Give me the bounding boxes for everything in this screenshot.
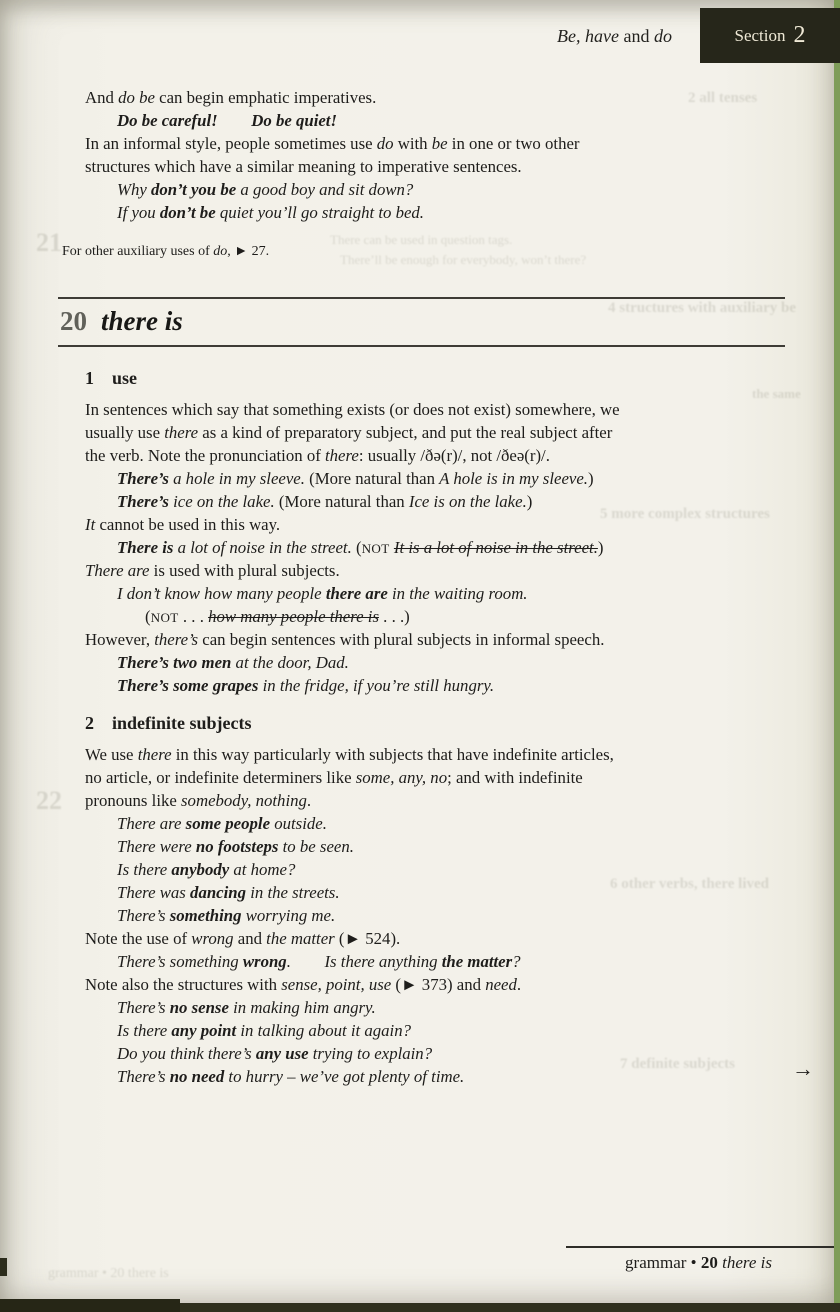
text-line xyxy=(85,628,785,651)
text-run: the verb. Note the pronunciation of xyxy=(85,446,325,465)
text-line xyxy=(85,132,785,155)
text-run: There’s some grapes xyxy=(117,676,259,695)
text-run: There are xyxy=(117,814,186,833)
text-line xyxy=(85,927,785,950)
text-run: there is xyxy=(717,1253,772,1272)
text-run: NOT xyxy=(150,610,179,625)
text-run: There’s xyxy=(117,492,169,511)
text-line xyxy=(117,1042,785,1065)
text-run: wrong xyxy=(242,952,287,971)
text-line xyxy=(85,766,785,789)
text-run: 20 xyxy=(700,1253,718,1272)
text-run: in making him angry. xyxy=(228,998,376,1017)
text-line xyxy=(85,155,785,178)
text-run: quiet you’ll go straight to bed. xyxy=(215,203,425,222)
text-run: no sense xyxy=(169,998,229,1017)
text-run: However, xyxy=(85,630,155,649)
text-run: It is a lot of noise in the street. xyxy=(393,538,598,557)
text-run: And xyxy=(85,88,119,107)
bleedthrough-text: 2 all tenses xyxy=(688,90,758,106)
text-run: A hole is in my sleeve. xyxy=(439,469,588,488)
subsection-heading-indefinite-subjects xyxy=(85,711,785,735)
text-run: anybody xyxy=(171,860,230,879)
text-run: any point xyxy=(171,1021,237,1040)
subsection-number: 1 xyxy=(85,368,94,388)
subsection-title: indefinite subjects xyxy=(112,713,252,733)
text-run: There’s xyxy=(117,1067,170,1086)
text-run: trying to explain? xyxy=(308,1044,433,1063)
text-run: at home? xyxy=(229,860,296,879)
text-run: ► 27. xyxy=(234,244,270,259)
text-line xyxy=(85,973,785,996)
text-run: There’s xyxy=(117,469,169,488)
text-line xyxy=(117,201,785,224)
text-run xyxy=(218,111,252,130)
text-run: wrong xyxy=(191,929,234,948)
bleedthrough-text: There can be used in question tags. xyxy=(330,232,513,247)
text-run: worrying me. xyxy=(241,906,336,925)
text-run: We use xyxy=(85,745,138,764)
text-run: Note also the structures with xyxy=(85,975,282,994)
text-run: grammar xyxy=(625,1253,691,1272)
text-line xyxy=(85,421,785,444)
text-run: . . . xyxy=(178,607,209,626)
text-run: no footsteps xyxy=(195,837,279,856)
text-run: need xyxy=(485,975,517,994)
text-run: outside. xyxy=(270,814,327,833)
text-run: can begin sentences with plural subjects in informal speech. xyxy=(198,630,605,649)
subsection-title: use xyxy=(112,368,138,388)
text-line xyxy=(117,950,785,973)
text-line xyxy=(85,743,785,766)
subsection-indefinite-lines xyxy=(85,743,785,1088)
text-run: Is there xyxy=(117,1021,172,1040)
text-run: in the waiting room. xyxy=(387,584,528,603)
text-run: In an informal style, people sometimes use xyxy=(85,134,377,153)
text-run: cannot be used in this way. xyxy=(95,515,281,534)
bleedthrough-text: 5 more complex structures xyxy=(600,506,770,522)
text-run: . xyxy=(306,791,312,810)
text-run: usually use xyxy=(85,423,165,442)
bleedthrough-text: the same xyxy=(752,386,801,401)
text-run: there’s xyxy=(154,630,199,649)
text-line xyxy=(117,178,785,201)
text-run: It xyxy=(85,515,96,534)
text-run: no need xyxy=(169,1067,225,1086)
text-run: (► 373) and xyxy=(391,975,486,994)
text-line xyxy=(85,789,785,812)
page-footer xyxy=(400,1253,772,1273)
text-run: ? xyxy=(512,952,521,971)
footer-rule xyxy=(566,1246,834,1248)
text-run: There’s something xyxy=(117,952,243,971)
text-run: I don’t know how many people xyxy=(117,584,326,603)
entry-heading xyxy=(58,297,785,347)
bleedthrough-text: grammar • 20 there is xyxy=(48,1266,169,1281)
text-run: do be xyxy=(118,88,155,107)
text-run: ( xyxy=(145,607,151,626)
text-run: There’s xyxy=(117,998,170,1017)
text-run: ice on the lake. xyxy=(168,492,279,511)
entry-title: there is xyxy=(101,306,183,336)
text-run: no article, or indefinite determiners like xyxy=(85,768,356,787)
text-run: ) xyxy=(597,538,604,557)
page-edge-strip xyxy=(834,0,840,1312)
text-line xyxy=(117,904,785,927)
text-run: in one or two other xyxy=(447,134,580,153)
text-line xyxy=(85,86,785,109)
left-edge-mark xyxy=(0,1258,7,1276)
text-run: In sentences which say that something exists (or does not exist) somewhere, we xyxy=(85,400,620,419)
text-run: (More natural than xyxy=(278,492,409,511)
bleedthrough-text: 4 structures with auxiliary be xyxy=(608,300,797,316)
text-line xyxy=(85,444,785,467)
text-run: and xyxy=(619,26,654,46)
text-run: somebody, nothing xyxy=(181,791,307,810)
text-line xyxy=(117,996,785,1019)
text-run: dancing xyxy=(190,883,246,902)
text-line xyxy=(117,467,785,490)
text-run: There was xyxy=(117,883,191,902)
text-line xyxy=(117,536,785,559)
text-run: ) xyxy=(526,492,533,511)
text-run: there xyxy=(137,745,172,764)
text-run: : usually /ðə(r)/, not /ðeə(r)/. xyxy=(358,446,550,465)
text-run: as a kind of preparatory subject, and put the real subject after xyxy=(198,423,613,442)
bleedthrough-text: 21 xyxy=(36,228,62,257)
text-run: the matter xyxy=(266,929,335,948)
heading-rule-bottom xyxy=(58,345,785,347)
text-run: There were xyxy=(117,837,196,856)
text-run: Why xyxy=(117,180,152,199)
entry-content xyxy=(85,366,785,1088)
text-run: don’t you be xyxy=(151,180,237,199)
text-run: There’s xyxy=(117,906,170,925)
text-line xyxy=(117,109,785,132)
section-label: Section xyxy=(734,25,786,45)
text-run: Is there xyxy=(117,860,172,879)
text-run: Do be quiet! xyxy=(251,111,338,130)
text-run: to be seen. xyxy=(278,837,354,856)
text-run: Do be careful! xyxy=(117,111,218,130)
text-line xyxy=(85,513,785,536)
intro-block xyxy=(85,86,785,224)
text-run: in talking about it again? xyxy=(236,1021,411,1040)
running-head xyxy=(557,26,672,47)
crossref-note xyxy=(62,244,269,260)
text-run: do xyxy=(213,244,228,259)
text-run: , xyxy=(227,244,235,259)
text-run: and xyxy=(233,929,267,948)
text-run: Is there anything xyxy=(324,952,442,971)
text-run: do xyxy=(376,134,394,153)
text-run: a lot of noise in the street. xyxy=(173,538,356,557)
text-run: be xyxy=(431,134,448,153)
text-run: Be, have xyxy=(557,26,619,46)
bleedthrough-text: There’ll be enough for everybody, won’t there? xyxy=(340,252,587,267)
text-line xyxy=(85,559,785,582)
text-run: (More natural than xyxy=(309,469,440,488)
text-run: something xyxy=(169,906,242,925)
text-run: at the door, Dad. xyxy=(231,653,349,672)
text-run: Do you think there’s xyxy=(117,1044,256,1063)
text-run: There’s two men xyxy=(117,653,232,672)
text-line xyxy=(145,605,785,628)
subsection-number: 2 xyxy=(85,713,94,733)
text-line xyxy=(117,881,785,904)
text-run: There are xyxy=(85,561,150,580)
section-number: 2 xyxy=(793,22,806,48)
text-run: in the fridge, if you’re still hungry. xyxy=(258,676,495,695)
subsection-heading-use xyxy=(85,366,785,390)
text-run: • xyxy=(690,1253,701,1272)
text-run: how many people there is xyxy=(208,607,379,626)
text-run: ( xyxy=(355,538,362,557)
text-line xyxy=(117,651,785,674)
section-tab xyxy=(700,8,840,63)
text-line xyxy=(117,490,785,513)
text-run: Ice is on the lake. xyxy=(408,492,527,511)
text-run: there are xyxy=(325,584,388,603)
text-run: don’t be xyxy=(159,203,216,222)
bleedthrough-text: 7 definite subjects xyxy=(620,1056,735,1072)
text-run: . xyxy=(286,952,291,971)
text-run: some, any, no xyxy=(355,768,448,787)
text-run: There is xyxy=(117,538,174,557)
entry-title-row xyxy=(58,299,785,345)
text-run: do xyxy=(654,26,672,46)
text-run: is used with plural subjects. xyxy=(149,561,340,580)
text-run: a hole in my sleeve. xyxy=(168,469,310,488)
text-run: can begin emphatic imperatives. xyxy=(154,88,377,107)
text-run: the matter xyxy=(441,952,513,971)
text-run: a good boy and sit down? xyxy=(236,180,414,199)
text-run: in this way particularly with subjects that have indefinite articles, xyxy=(171,745,614,764)
text-run: NOT xyxy=(361,541,390,556)
entry-number: 20 xyxy=(60,306,87,336)
text-line xyxy=(117,812,785,835)
text-run: . . .) xyxy=(378,607,410,626)
text-run: structures which have a similar meaning to imperative sentences. xyxy=(85,157,522,176)
text-run: with xyxy=(393,134,432,153)
subsection-use-lines xyxy=(85,398,785,697)
text-line xyxy=(117,858,785,881)
text-run: there xyxy=(325,446,359,465)
text-run: ) xyxy=(587,469,594,488)
text-run: there xyxy=(164,423,199,442)
text-line xyxy=(117,582,785,605)
text-run: If you xyxy=(117,203,160,222)
text-line xyxy=(117,674,785,697)
text-run: to hurry – we’ve got plenty of time. xyxy=(224,1067,465,1086)
text-run: sense, point, use xyxy=(281,975,392,994)
text-run: in the streets. xyxy=(246,883,340,902)
bleedthrough-text: 6 other verbs, there lived xyxy=(610,876,770,892)
text-run: . xyxy=(516,975,522,994)
continuation-arrow-icon: → xyxy=(792,1056,814,1081)
text-run: some people xyxy=(185,814,271,833)
text-run xyxy=(291,952,325,971)
bleedthrough-text: 22 xyxy=(36,786,62,815)
text-line xyxy=(117,1065,785,1088)
text-run: pronouns like xyxy=(85,791,182,810)
text-run: ; and with indefinite xyxy=(447,768,583,787)
bottom-edge-left xyxy=(0,1299,180,1312)
text-run: For other auxiliary uses of xyxy=(62,244,214,259)
text-line xyxy=(117,1019,785,1042)
text-run: any use xyxy=(255,1044,309,1063)
text-line xyxy=(85,398,785,421)
text-line xyxy=(117,835,785,858)
text-run: Note the use of xyxy=(85,929,192,948)
text-run: (► 524). xyxy=(334,929,401,948)
